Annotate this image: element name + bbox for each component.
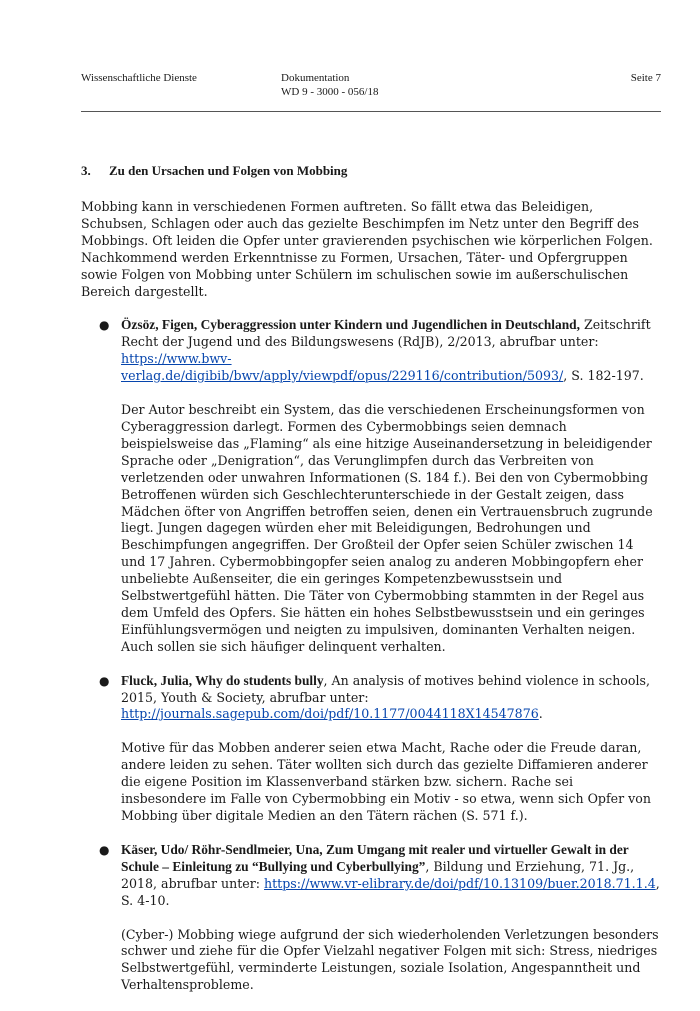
bullet-icon: ● — [99, 842, 110, 857]
reference-author-title: Özsöz, Figen, Cyberaggression unter Kindern und Jugendlichen in Deutschland, — [121, 317, 580, 333]
header-page-number: Seite 7 — [630, 72, 661, 84]
reference-link[interactable]: https://www.vr-elibrary.de/doi/pdf/10.13109/buer.2018.71.1.4 — [264, 875, 656, 891]
reference-link[interactable]: https://www.bwv-verlag.de/digibib/bwv/apply/viewpdf/opus/229116/contribution/5093/ — [121, 351, 564, 384]
section-number: 3. — [81, 163, 91, 178]
header-doc-info — [281, 71, 378, 99]
header-doc-id: WD 9 - 3000 - 056/18 — [281, 86, 379, 98]
section-title: Zu den Ursachen und Folgen von Mobbing — [109, 163, 348, 178]
reference-pages: . — [538, 706, 543, 722]
reference-item — [81, 673, 661, 825]
header-org: Wissenschaftliche Dienste — [81, 72, 197, 84]
bullet-icon: ● — [99, 673, 110, 688]
reference-link[interactable]: http://journals.sagepub.com/doi/pdf/10.1177/0044118X14547876 — [121, 706, 539, 722]
reference-item — [81, 842, 661, 994]
document-body — [81, 162, 661, 1011]
reference-source: , An analysis of motives behind violence in schools, 2015, Youth & Society, abrufbar unter: — [121, 672, 650, 705]
reference-citation — [121, 673, 661, 724]
section-heading — [81, 162, 661, 179]
page-header — [81, 71, 661, 112]
section-intro: Mobbing kann in verschiedenen Formen auftreten. So fällt etwa das Beleidigen, Schubsen, Schlagen oder auch das gezielte Beschimpfen im Netz unter den Begriff des Mobbings. Oft leiden die Opfer unter gravierenden psychischen wie körperlichen Folgen. Nachkommend werden Erkenntnisse zu Formen, Ursachen, Täter- und Opfergruppen sowie Folgen von Mobbing unter Schülern im schulischen sowie im außerschulischen Bereich dargestellt. — [81, 199, 653, 299]
reference-author-title: Käser, Udo/ Röhr-Sendlmeier, Una, Zum Umgang mit realer und virtueller Gewalt in der Schule – Einleitung zu “Bullying und Cyberbullying” — [121, 841, 629, 874]
reference-author-title: Fluck, Julia, Why do students bully — [121, 672, 324, 688]
reference-citation — [121, 317, 661, 385]
header-doc-type: Dokumentation — [281, 72, 350, 84]
reference-source: , Bildung und Erziehung, 71. Jg., 2018, abrufbar unter: — [121, 858, 635, 891]
reference-pages: , S. 182-197. — [563, 368, 644, 384]
reference-pages: , S. 4-10. — [121, 875, 660, 908]
reference-summary: (Cyber-) Mobbing wiege aufgrund der sich wiederholenden Verletzungen besonders schwer und ziehe für die Opfer Vielzahl negativer Folgen mit sich: Stress, niedriges Selbstwertgefühl, verminderte Leistungen, soziale Isolation, Angespanntheit und Verhaltensprobleme. — [121, 926, 659, 993]
reference-source: Zeitschrift Recht der Jugend und des Bildungswesens (RdJB), 2/2013, abrufbar unter: — [121, 317, 651, 350]
reference-item — [81, 317, 661, 655]
reference-citation — [121, 842, 661, 910]
reference-summary: Der Autor beschreibt ein System, das die verschiedenen Erscheinungsformen von Cyberaggression darlegt. Formen des Cybermobbings seien demnach beispielsweise das „Flaming“ als eine hitzige Auseinandersetzung in beleidigender Sprache oder „Denigration“, das Verunglimpfen durch das Verbreiten von verletzenden oder unwahren Informationen (S. 184 f.). Bei den von Cybermobbing Betroffenen würden sich Geschlechterunterschiede in der Gestalt zeigen, dass Mädchen öfter von Angriffen betroffen seien, denen ein Vertrauensbruch zugrunde liegt. Jungen dagegen würden eher mit Beleidigungen, Bedrohungen und Beschimpfungen angegriffen. Der Großteil der Opfer seien Schüler zwischen 14 und 17 Jahren. Cybermobbingopfer seien analog zu anderen Mobbingopfern eher unbeliebte Außenseiter, die ein geringes Kompetenzbewusstsein und Selbstwertgefühl hätten. Die Täter von Cybermobbing stammten in der Regel aus dem Umfeld des Opfers. Sie hätten ein hohes Selbstbewusstsein und ein geringes Einfühlungsvermögen und neigten zu impulsiven, dominanten Verhalten neigen. Auch sollen sie sich häufiger delinquent verhalten. — [121, 402, 653, 654]
bullet-icon: ● — [99, 318, 110, 333]
reference-summary: Motive für das Mobben anderer seien etwa Macht, Rache oder die Freude daran, andere leiden zu sehen. Täter wollten sich durch das gezielte Diffamieren anderer die eigene Position im Klassenverband stärken bzw. sichern. Rache sei insbesondere im Falle von Cybermobbing ein Motiv - so etwa, wenn sich Opfer von Mobbing über digitale Medien an den Tätern rächen (S. 571 f.). — [121, 740, 651, 823]
